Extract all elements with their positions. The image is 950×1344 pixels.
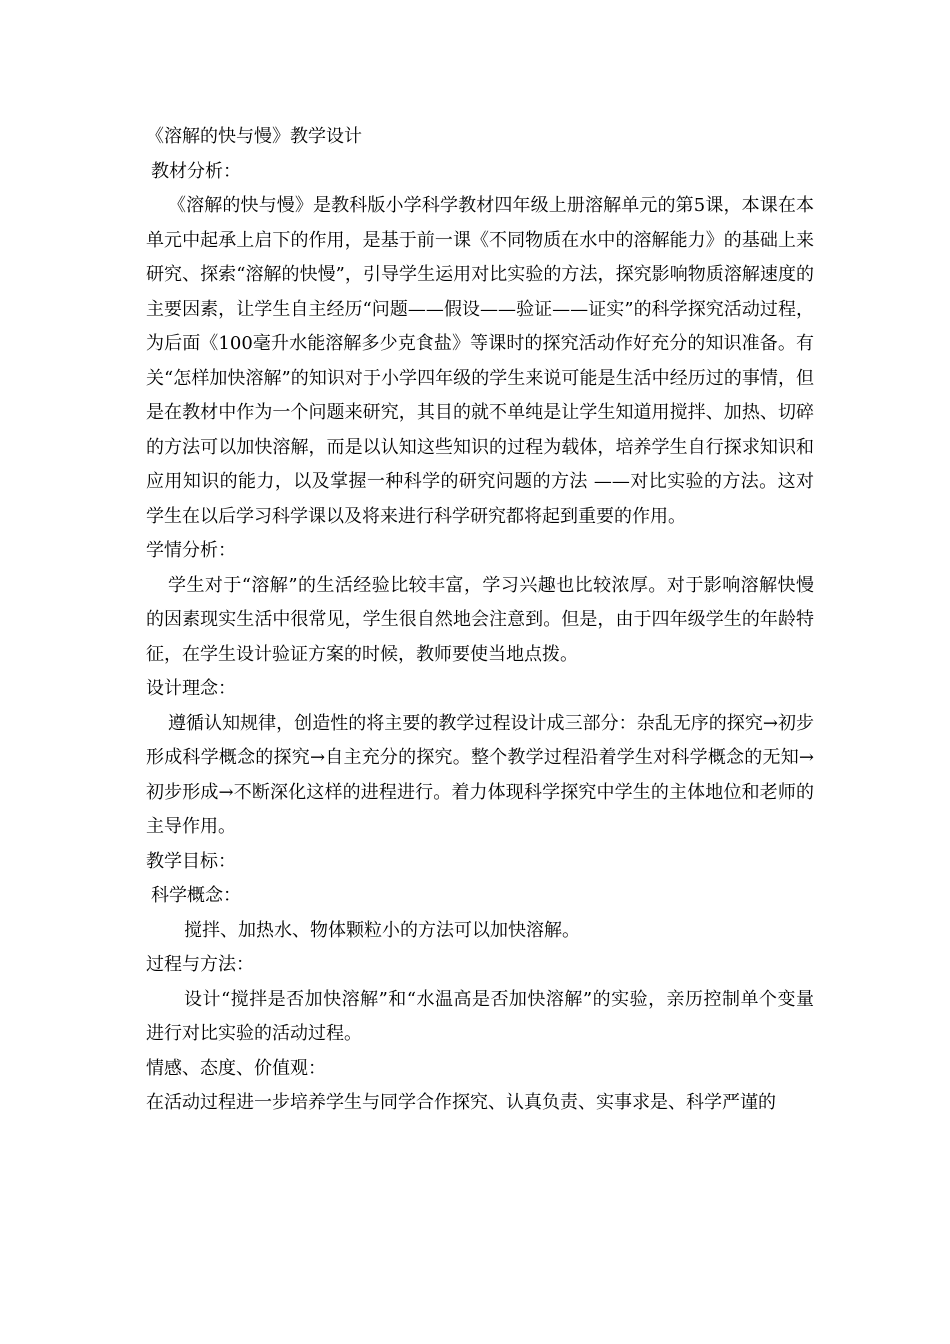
textbook-analysis-body: 《溶解的快与慢》是教科版小学科学教材四年级上册溶解单元的第5课，本课在本单元中起承上启下的作用，是基于前一课《不同物质在水中的溶解能力》的基础上来研究、探索“溶解的快慢”，引导学生运用对比实验的方法，探究影响物质溶解速度的主要因素，让学生自主经历“问题——假设——验证——证实”的科学探究活动过程，为后面《100毫升水能溶解多少克食盐》等课时的探究活动作好充分的知识准备。有关“怎样加快溶解”的知识对于小学四年级的学生来说可能是生活中经历过的事情，但是在教材中作为一个问题来研究，其目的就不单纯是让学生知道用搅拌、加热、切碎的方法可以加快溶解，而是以认知这些知识的过程为载体，培养学生自行探求知识和应用知识的能力，以及掌握一种科学的研究问题的方法 ——对比实验的方法。这对学生在以后学习科学课以及将来进行科学研究都将起到重要的作用。 [146,195,814,527]
design-concept-body: 遵循认知规律，创造性的将主要的教学过程设计成三部分：杂乱无序的探究→初步形成科学概念的探究→自主充分的探究。整个教学过程沿着学生对科学概念的无知→初步形成→不断深化这样的进程进行。着力体现科学探究中学生的主体地位和老师的主导作用。 [146,712,814,837]
textbook-analysis-heading: 教材分析： [151,160,241,182]
teaching-goals-heading: 教学目标： [146,850,236,872]
document-title: 《溶解的快与慢》教学设计 [146,126,362,147]
design-concept-heading: 设计理念： [146,678,236,699]
process-method-heading: 过程与方法： [146,954,254,975]
process-method-body: 设计“搅拌是否加快溶解”和“水温高是否加快溶解”的实验，亲历控制单个变量进行对比实验的活动过程。 [146,988,814,1044]
attitude-values-body: 在活动过程进一步培养学生与同学合作探究、认真负责、实事求是、科学严谨的 [146,1092,776,1113]
science-concept-heading: 科学概念： [151,885,241,906]
attitude-values-heading: 情感、态度、价值观： [146,1057,326,1079]
science-concept-body: 搅拌、加热水、物体颗粒小的方法可以加快溶解。 [184,919,580,941]
student-analysis-body: 学生对于“溶解”的生活经验比较丰富，学习兴趣也比较浓厚。对于影响溶解快慢的因素现实生活中很常见，学生很自然地会注意到。但是，由于四年级学生的年龄特征，在学生设计验证方案的时候，教师要使当地点拨。 [146,574,814,665]
document-content [146,120,814,1121]
student-analysis-heading: 学情分析： [146,540,236,561]
